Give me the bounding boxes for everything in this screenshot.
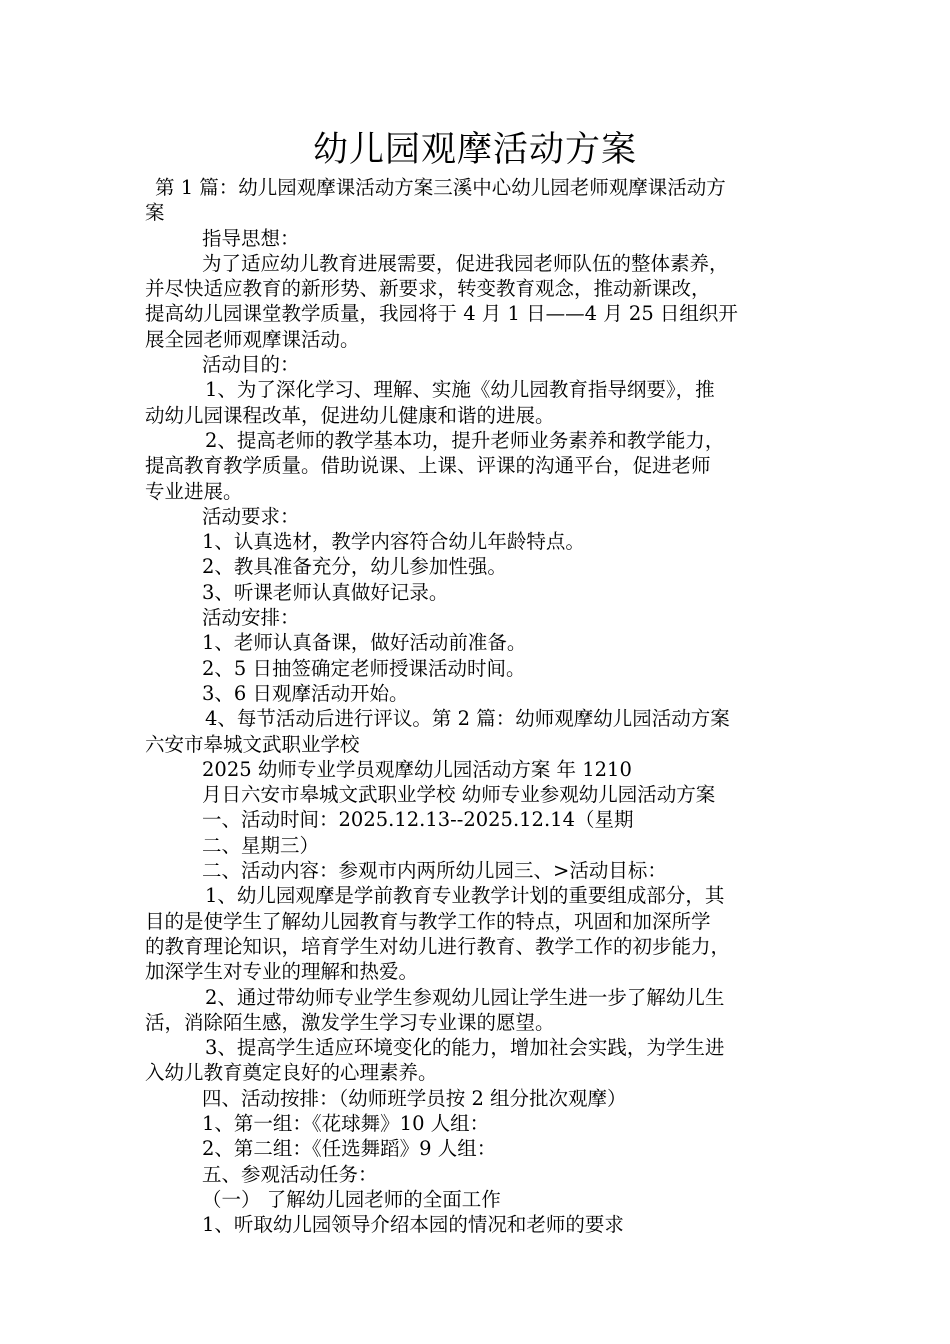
text-line: 加深学生对专业的理解和热爱。: [145, 960, 419, 984]
text-line: 并尽快适应教育的新形势、新要求，转变教育观念，推动新课改，: [145, 277, 711, 301]
text-line: 3、听课老师认真做好记录。: [202, 580, 449, 604]
text-line: 目的是使学生了解幼儿园教育与教学工作的特点，巩固和加深所学: [145, 909, 711, 933]
text-line: 六安市皋城文武职业学校: [145, 732, 360, 756]
text-line: 展全园老师观摩课活动。: [145, 327, 360, 351]
text-line: 3、提高学生适应环境变化的能力，增加社会实践，为学生进: [205, 1036, 725, 1060]
text-line: 2、通过带幼师专业学生参观幼儿园让学生进一步了解幼儿生: [205, 985, 725, 1009]
text-line: 1、为了深化学习、理解、实施《幼儿园教育指导纲要》，推: [205, 378, 715, 402]
text-line: 2、5 日抽签确定老师授课活动时间。: [202, 656, 526, 680]
text-line: 入幼儿教育奠定良好的心理素养。: [145, 1061, 438, 1085]
text-line: 活动要求：: [202, 504, 300, 528]
text-line: 1、老师认真备课，做好活动前准备。: [202, 631, 527, 655]
text-line: 3、6 日观摩活动开始。: [202, 681, 409, 705]
text-line: 专业进展。: [145, 479, 243, 503]
text-line: 2025 幼师专业学员观摩幼儿园活动方案 年 1210: [202, 757, 632, 781]
text-line: 第 1 篇：幼儿园观摩课活动方案三溪中心幼儿园老师观摩课活动方: [155, 176, 726, 199]
text-line: 案: [145, 201, 165, 225]
text-line: 1、听取幼儿园领导介绍本园的情况和老师的要求: [202, 1213, 624, 1237]
text-line: 提高幼儿园课堂教学质量，我园将于 4 月 1 日——4 月 25 日组织开: [145, 302, 738, 326]
text-line: （一） 了解幼儿园老师的全面工作: [202, 1187, 501, 1211]
text-line: 二、星期三）: [202, 833, 320, 857]
text-line: 活动目的：: [202, 353, 300, 377]
text-line: 为了适应幼儿教育进展需要，促进我园老师队伍的整体素养，: [202, 251, 729, 275]
text-line: 一、活动时间：2025.12.13--2025.12.14（星期: [202, 808, 634, 832]
text-line: 2、第二组：《任选舞蹈》9 人组：: [202, 1137, 497, 1161]
text-line: 二、活动内容：参观市内两所幼儿园三、>活动目标：: [202, 859, 667, 883]
text-line: 4、每节活动后进行评议。第 2 篇：幼师观摩幼儿园活动方案: [205, 707, 730, 731]
text-line: 1、幼儿园观摩是学前教育专业教学计划的重要组成部分，其: [205, 884, 725, 908]
text-line: 活，消除陌生感，激发学生学习专业课的愿望。: [145, 1010, 555, 1034]
text-line: 五、参观活动任务：: [202, 1162, 378, 1186]
text-line: 四、活动按排：（幼师班学员按 2 组分批次观摩）: [202, 1086, 627, 1110]
text-line: 2、教具准备充分，幼儿参加性强。: [202, 555, 507, 579]
text-line: 提高教育教学质量。借助说课、上课、评课的沟通平台，促进老师: [145, 454, 711, 478]
document-title: 幼儿园观摩活动方案: [312, 130, 637, 170]
text-line: 活动安排：: [202, 606, 300, 630]
text-line: 的教育理论知识，培育学生对幼儿进行教育、教学工作的初步能力，: [145, 934, 731, 958]
text-line: 指导思想：: [202, 226, 300, 250]
text-line: 1、第一组：《花球舞》10 人组：: [202, 1111, 490, 1135]
text-line: 动幼儿园课程改革，促进幼儿健康和谐的进展。: [145, 403, 555, 427]
text-line: 1、认真选材，教学内容符合幼儿年龄特点。: [202, 530, 585, 554]
text-line: 月日六安市皋城文武职业学校 幼师专业参观幼儿园活动方案: [202, 783, 716, 807]
text-line: 2、提高老师的教学基本功，提升老师业务素养和教学能力，: [205, 428, 725, 452]
document-body: [145, 175, 825, 1237]
